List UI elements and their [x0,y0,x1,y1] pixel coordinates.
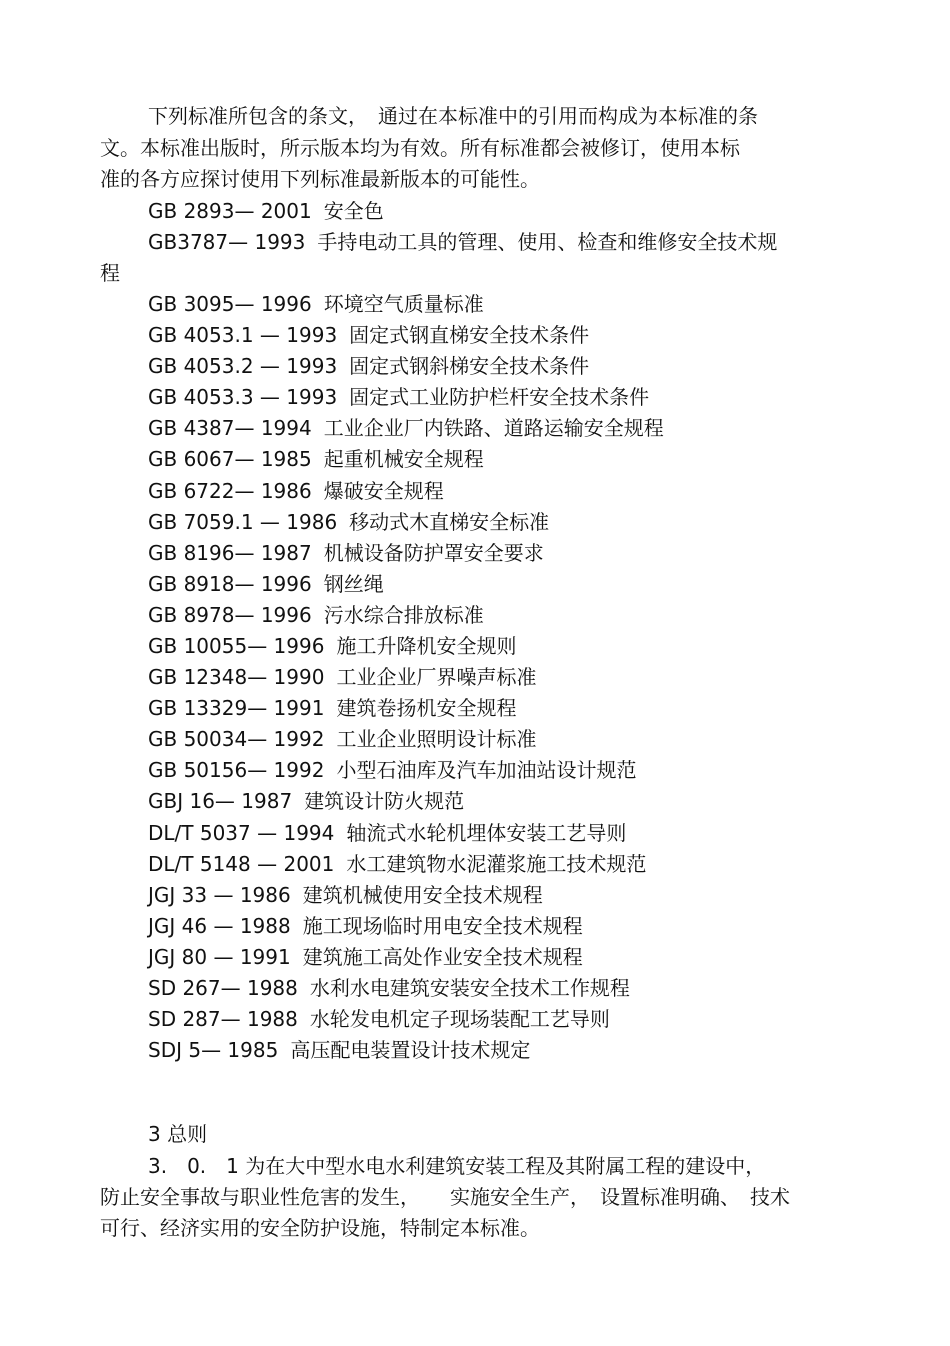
standard-code: GB 8978— 1996 [148,603,312,627]
clause-line-3: 可行、经济实用的安全防护设施，特制定本标准。 [100,1216,540,1240]
standard-code: GB 6722— 1986 [148,479,312,503]
standard-code: SD 287— 1988 [148,1007,298,1031]
standard-item [148,571,384,597]
standard-title: 水利水电建筑安装安全技术工作规程 [309,976,630,1000]
standard-title: 施工现场临时用电安全技术规程 [302,914,583,938]
standard-title: 钢丝绳 [323,572,384,596]
standard-code: GB 6067— 1985 [148,447,312,471]
standard-code: GB 4053.3 — 1993 [148,385,338,409]
standard-title: 环境空气质量标准 [323,292,484,316]
standard-item [148,322,589,348]
standard-title: 建筑卷扬机安全规程 [336,696,517,720]
standard-title: 手持电动工具的管理、使用、检查和维修安全技术规 [317,230,778,254]
standard-title: 固定式工业防护栏杆安全技术条件 [349,385,650,409]
standard-item [148,695,516,721]
standard-code: DL/T 5148 — 2001 [148,852,335,876]
standard-item [148,602,484,628]
standard-code: GB 12348— 1990 [148,665,325,689]
standard-item [148,509,549,535]
standard-title: 工业企业厂内铁路、道路运输安全规程 [323,416,664,440]
standard-code: GB 7059.1 — 1986 [148,510,338,534]
standard-item [148,788,464,814]
standard-title: 建筑机械使用安全技术规程 [302,883,543,907]
standard-title: 安全色 [323,199,384,223]
standard-code: GB 8196— 1987 [148,541,312,565]
section-heading: 3 总则 [148,1122,208,1146]
standard-title: 水工建筑物水泥灌浆施工技术规范 [346,852,647,876]
standard-code: GB 3095— 1996 [148,292,312,316]
intro-line-3: 准的各方应探讨使用下列标准最新版本的可能性。 [100,167,540,191]
standard-item [148,415,664,441]
standard-item [148,726,536,752]
standard-code: GB 2893— 2001 [148,199,312,223]
standard-item [148,384,649,410]
standard-title: 水轮发电机定子现场装配工艺导则 [309,1007,610,1031]
standard-title: 固定式钢斜梯安全技术条件 [349,354,590,378]
standard-item [148,633,516,659]
standard-title: 高压配电装置设计技术规定 [290,1038,531,1062]
standard-item [148,229,777,255]
standard-title: 污水综合排放标准 [323,603,484,627]
standard-title: 起重机械安全规程 [323,447,484,471]
standard-item [148,882,543,908]
standard-title: 工业企业厂界噪声标准 [336,665,537,689]
standard-code: GBJ 16— 1987 [148,789,293,813]
standard-code: GB 4053.1 — 1993 [148,323,338,347]
standard-item [148,944,583,970]
standard-code: JGJ 33 — 1986 [148,883,291,907]
standard-code: GB 13329— 1991 [148,696,325,720]
standard-title: 固定式钢直梯安全技术条件 [349,323,590,347]
standard-title: 移动式木直梯安全标准 [349,510,550,534]
intro-line-1: 下列标准所包含的条文， 通过在本标准中的引用而构成为本标准的条 [148,104,758,128]
standard-code: GB 50034— 1992 [148,727,325,751]
standard-code: GB 50156— 1992 [148,758,325,782]
standard-item [148,913,583,939]
standard-item [148,975,630,1001]
standard-code: DL/T 5037 — 1994 [148,821,335,845]
standard-item [148,353,589,379]
intro-line-2: 文。本标准出版时，所示版本均为有效。所有标准都会被修订，使用本标 [100,136,740,160]
standard-item [148,820,626,846]
standard-item [148,446,484,472]
standard-title: 工业企业照明设计标准 [336,727,537,751]
standard-title: 施工升降机安全规则 [336,634,517,658]
standard-code: GB 10055— 1996 [148,634,325,658]
standard-code: JGJ 46 — 1988 [148,914,291,938]
standard-item [148,851,646,877]
standard-title-wrap: 程 [100,261,120,285]
standard-item [148,198,384,224]
clause-line-2: 防止安全事故与职业性危害的发生， 实施安全生产， 设置标准明确、 技术 [100,1185,790,1209]
standard-item [148,1037,530,1063]
standard-item [148,540,544,566]
standard-item [148,664,536,690]
clause-line-1: 3. 0. 1 为在大中型水电水利建筑安装工程及其附属工程的建设中， [148,1154,766,1178]
standard-item [148,1006,610,1032]
standard-title: 轴流式水轮机埋体安装工艺导则 [346,821,627,845]
standard-code: GB 8918— 1996 [148,572,312,596]
standard-code: SDJ 5— 1985 [148,1038,279,1062]
standard-code: GB 4387— 1994 [148,416,312,440]
standard-title: 机械设备防护罩安全要求 [323,541,544,565]
standard-code: GB 4053.2 — 1993 [148,354,338,378]
standard-item [148,478,444,504]
standard-title: 小型石油库及汽车加油站设计规范 [336,758,637,782]
standard-item [148,757,636,783]
standard-code: GB3787— 1993 [148,230,306,254]
standard-item [148,291,484,317]
standard-title: 爆破安全规程 [323,479,444,503]
standard-title: 建筑设计防火规范 [304,789,465,813]
standard-code: SD 267— 1988 [148,976,298,1000]
standard-code: JGJ 80 — 1991 [148,945,291,969]
standard-title: 建筑施工高处作业安全技术规程 [302,945,583,969]
